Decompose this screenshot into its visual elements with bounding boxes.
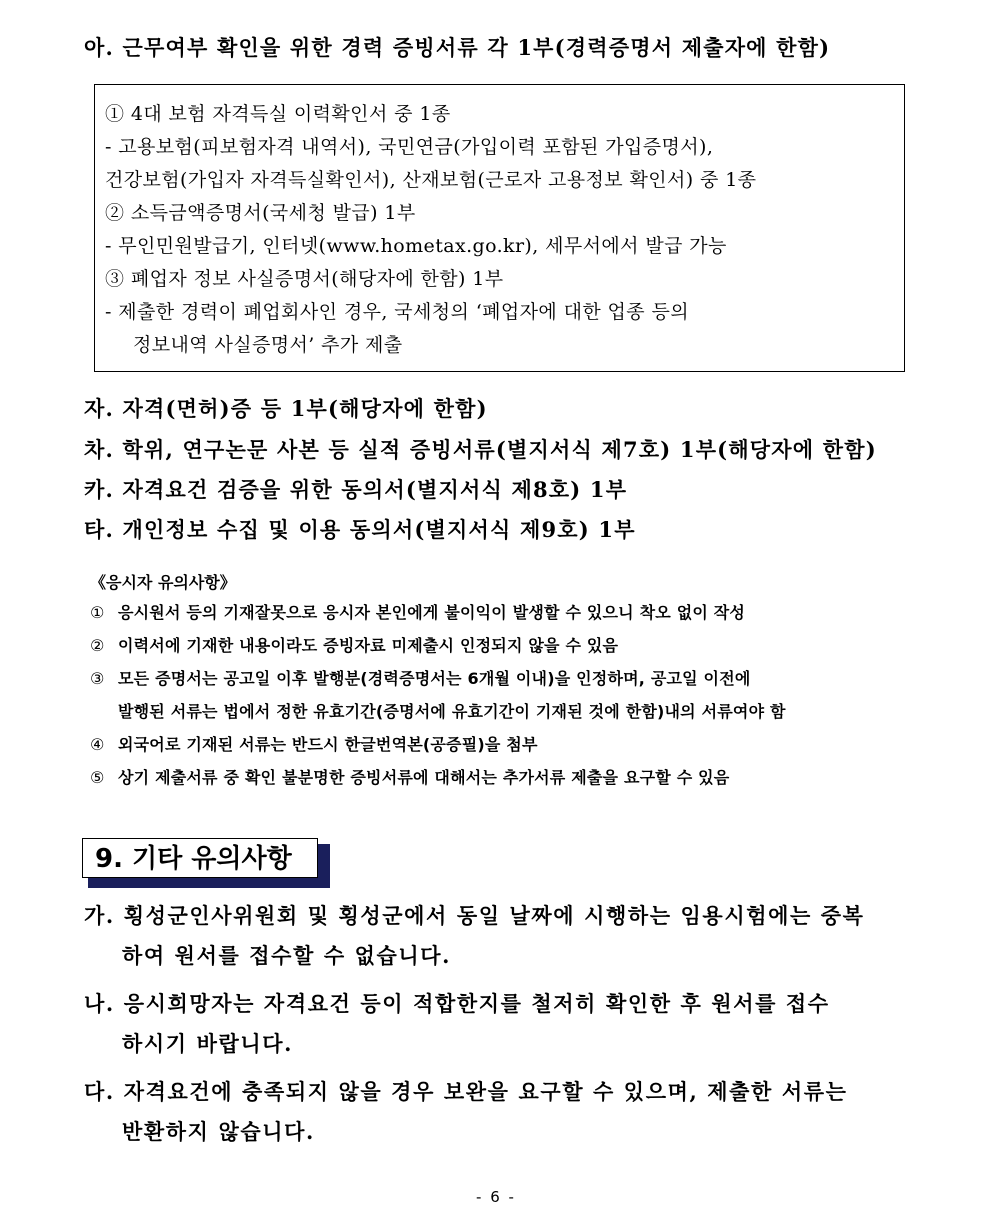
- section-title: 9. 기타 유의사항: [82, 838, 318, 878]
- note-text: 상기 제출서류 중 확인 불분명한 증빙서류에 대해서는 추가서류 제출을 요구할 수 있음: [118, 768, 730, 787]
- item-ja: 자. 자격(면허)증 등 1부(해당자에 한함): [84, 396, 488, 421]
- item-cha: 차. 학위, 연구논문 사본 등 실적 증빙서류(별지서식 제7호) 1부(해당자에 한함): [84, 437, 877, 462]
- paragraph-da-line2: 반환하지 않습니다.: [122, 1119, 315, 1144]
- note-item: [90, 666, 751, 689]
- paragraph-na-line2: 하시기 바랍니다.: [122, 1031, 294, 1056]
- item-ka: 카. 자격요건 검증을 위한 동의서(별지서식 제8호) 1부: [84, 477, 628, 502]
- box-line: 건강보험(가입자 자격득실확인서), 산재보험(근로자 고용정보 확인서) 중 1종: [105, 169, 757, 191]
- page-number: - 6 -: [476, 1188, 516, 1206]
- note-text: 이력서에 기재한 내용이라도 증빙자료 미제출시 인정되지 않을 수 있음: [118, 636, 619, 655]
- box-line: ③ 폐업자 정보 사실증명서(해당자에 한함) 1부: [105, 268, 504, 290]
- note-item: [90, 600, 745, 623]
- paragraph-na-line1: 나. 응시희망자는 자격요건 등이 적합한지를 철저히 확인한 후 원서를 접수: [84, 991, 830, 1016]
- note-text: 모든 증명서는 공고일 이후 발행분(경력증명서는 6개월 이내)을 인정하며, 공고일 이전에: [118, 669, 751, 688]
- note-number: ①: [90, 603, 105, 622]
- note-text: 외국어로 기재된 서류는 반드시 한글번역본(공증필)을 첨부: [118, 735, 538, 754]
- item-a-heading: 아. 근무여부 확인을 위한 경력 증빙서류 각 1부(경력증명서 제출자에 한함): [84, 35, 831, 60]
- box-line: ① 4대 보험 자격득실 이력확인서 중 1종: [105, 103, 451, 125]
- paragraph-ga-line1: 가. 횡성군인사위원회 및 횡성군에서 동일 날짜에 시행하는 임용시험에는 중복: [84, 903, 865, 928]
- note-number: ③: [90, 669, 105, 688]
- note-item-continuation: [118, 699, 786, 722]
- note-item: [90, 765, 729, 788]
- note-item: [90, 633, 618, 656]
- note-number: ②: [90, 636, 105, 655]
- box-line: - 제출한 경력이 폐업회사인 경우, 국세청의 ‘폐업자에 대한 업종 등의: [105, 301, 690, 323]
- note-item: [90, 732, 538, 755]
- note-number: ⑤: [90, 768, 105, 787]
- note-number: ④: [90, 735, 105, 754]
- notes-title: 《응시자 유의사항》: [90, 573, 236, 592]
- box-line: 정보내역 사실증명서’ 추가 제출: [133, 334, 403, 356]
- box-line: - 고용보험(피보험자격 내역서), 국민연금(가입이력 포함된 가입증명서),: [105, 136, 714, 158]
- note-text: 발행된 서류는 법에서 정한 유효기간(증명서에 유효기간이 기재된 것에 한함)내의 서류여야 함: [118, 702, 786, 721]
- box-line: ② 소득금액증명서(국세청 발급) 1부: [105, 202, 416, 224]
- note-text: 응시원서 등의 기재잘못으로 응시자 본인에게 불이익이 발생할 수 있으니 착오 없이 작성: [118, 603, 746, 622]
- item-ta: 타. 개인정보 수집 및 이용 동의서(별지서식 제9호) 1부: [84, 517, 636, 542]
- paragraph-da-line1: 다. 자격요건에 충족되지 않을 경우 보완을 요구할 수 있으며, 제출한 서류는: [84, 1079, 848, 1104]
- paragraph-ga-line2: 하여 원서를 접수할 수 없습니다.: [122, 943, 452, 968]
- box-line: - 무인민원발급기, 인터넷(www.hometax.go.kr), 세무서에서 발급 가능: [105, 235, 727, 257]
- evidence-documents-box: [94, 84, 905, 372]
